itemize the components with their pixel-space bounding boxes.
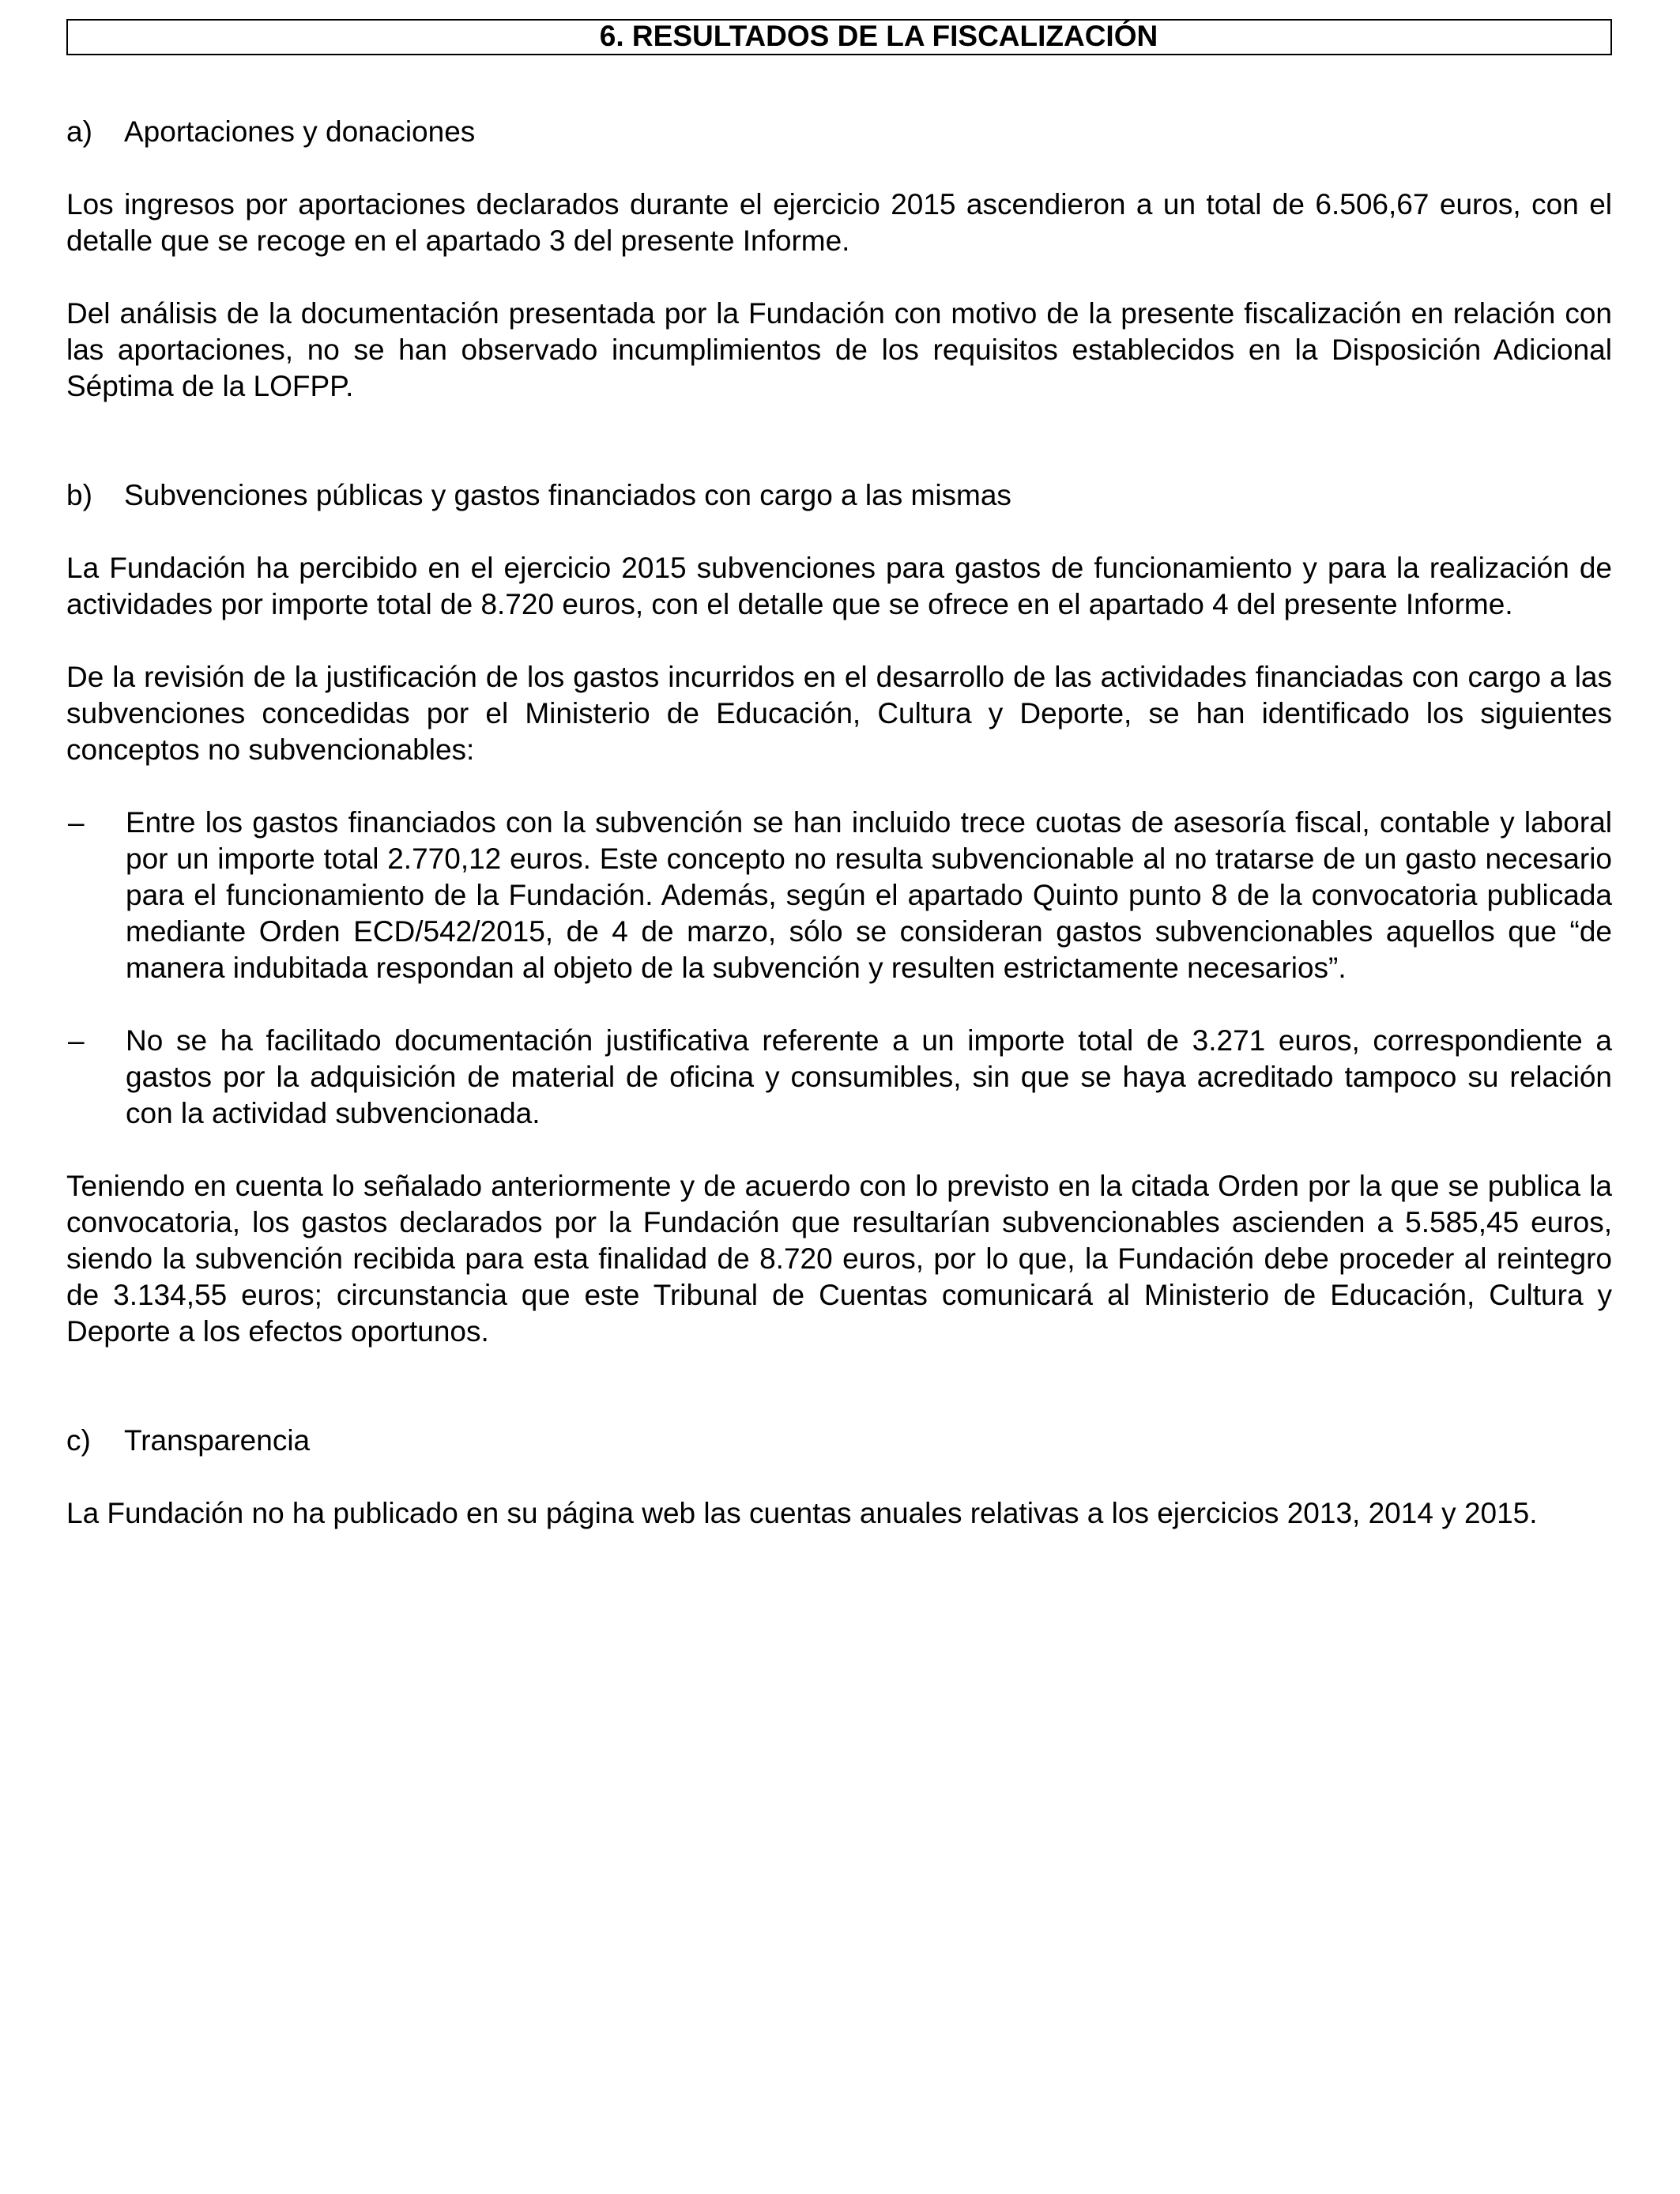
bullet-text: No se ha facilitado documentación justificativa referente a un importe total de 3.271 euros, correspondiente a gastos por la adquisición de material de oficina y consumibles, sin que se haya acreditado tampoco su relación con la actividad subvencionada.	[126, 1024, 1612, 1129]
list-item	[66, 805, 1612, 986]
section-b-heading	[66, 477, 1612, 514]
section-c-letter: c)	[66, 1424, 91, 1457]
section-b-title: Subvenciones públicas y gastos financiados con cargo a las mismas	[124, 479, 1011, 511]
section-b-paragraph-3: Teniendo en cuenta lo señalado anteriormente y de acuerdo con lo previsto en la citada Orden por la que se publica la convocatoria, los gastos declarados por la Fundación que resultarían subvencionables ascienden a 5.585,45 euros, siendo la subvención recibida para esta finalidad de 8.720 euros, por lo que, la Fundación debe proceder al reintegro de 3.134,55 euros; circunstancia que este Tribunal de Cuentas comunicará al Ministerio de Educación, Cultura y Deporte a los efectos oportunos.	[66, 1170, 1612, 1348]
section-a-heading	[66, 114, 1612, 150]
section-b-paragraph-2: De la revisión de la justificación de los gastos incurridos en el desarrollo de las actividades financiadas con cargo a las subvenciones concedidas por el Ministerio de Educación, Cultura y Deporte, se han identificado los siguientes conceptos no subvencionables:	[66, 661, 1612, 766]
section-title: 6. RESULTADOS DE LA FISCALIZACIÓN	[66, 19, 1612, 55]
section-b-letter: b)	[66, 479, 92, 511]
section-c-title: Transparencia	[124, 1424, 311, 1457]
list-item	[66, 1023, 1612, 1132]
document-page	[66, 19, 1612, 1532]
bullet-dash: –	[68, 1024, 85, 1057]
section-c-heading	[66, 1423, 1612, 1459]
section-a-letter: a)	[66, 115, 92, 148]
section-c-paragraph-1: La Fundación no ha publicado en su página web las cuentas anuales relativas a los ejercicios 2013, 2014 y 2015.	[66, 1497, 1538, 1529]
bullet-text: Entre los gastos financiados con la subvención se han incluido trece cuotas de asesoría fiscal, contable y laboral por un importe total 2.770,12 euros. Este concepto no resulta subvencionable al no tratarse de un gasto necesario para el funcionamiento de la Fundación. Además, según el apartado Quinto punto 8 de la convocatoria publicada mediante Orden ECD/542/2015, de 4 de marzo, sólo se consideran gastos subvencionables aquellos que “de manera indubitada respondan al objeto de la subvención y resulten estrictamente necesarios”.	[126, 806, 1612, 984]
section-a-paragraph-1: Los ingresos por aportaciones declarados durante el ejercicio 2015 ascendieron a un total de 6.506,67 euros, con el detalle que se recoge en el apartado 3 del presente Informe.	[66, 188, 1612, 257]
bullet-dash: –	[68, 806, 85, 839]
section-a-title: Aportaciones y donaciones	[124, 115, 476, 148]
section-a-paragraph-2: Del análisis de la documentación presentada por la Fundación con motivo de la presente fiscalización en relación con las aportaciones, no se han observado incumplimientos de los requisitos establecidos en la Disposición Adicional Séptima de la LOFPP.	[66, 297, 1612, 402]
section-b-paragraph-1: La Fundación ha percibido en el ejercicio 2015 subvenciones para gastos de funcionamiento y para la realización de actividades por importe total de 8.720 euros, con el detalle que se ofrece en el apartado 4 del presente Informe.	[66, 552, 1612, 620]
